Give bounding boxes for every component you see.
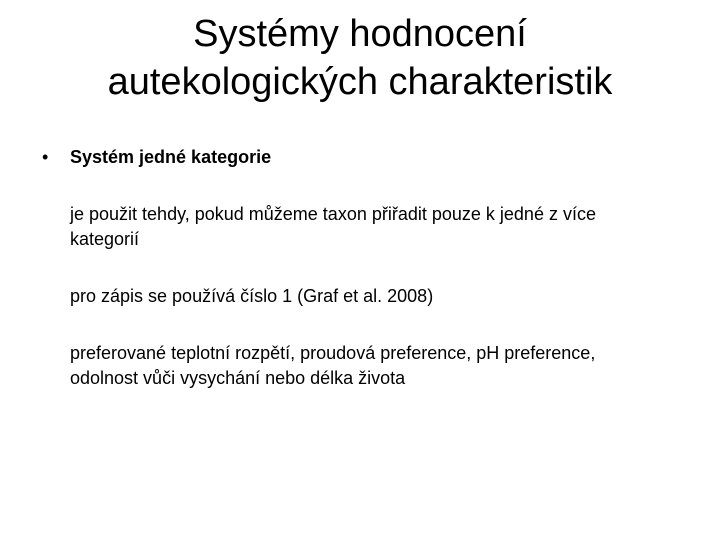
slide-title xyxy=(40,10,680,106)
bullet-dot-icon: • xyxy=(42,147,49,167)
bullet-item xyxy=(0,144,720,174)
paragraph-line: je použit tehdy, pokud můžeme taxon přiřadit pouze k jedné z více xyxy=(70,204,596,224)
bullet-heading: Systém jedné kategorie xyxy=(70,147,272,167)
paragraph-usage xyxy=(70,202,670,252)
paragraph-line: preferované teplotní rozpětí, proudová preference, pH preference, xyxy=(70,343,596,363)
paragraph-notation xyxy=(70,284,670,309)
paragraph-line: kategorií xyxy=(70,229,140,249)
slide-title-line-1: Systémy hodnocení xyxy=(193,13,527,55)
slide-title-line-2: autekologických charakteristik xyxy=(107,61,613,103)
paragraph-line: pro zápis se používá číslo 1 (Graf et al. 2008) xyxy=(70,286,434,306)
paragraph-line: odolnost vůči vysychání nebo délka života xyxy=(70,368,406,388)
paragraph-examples xyxy=(70,341,670,391)
